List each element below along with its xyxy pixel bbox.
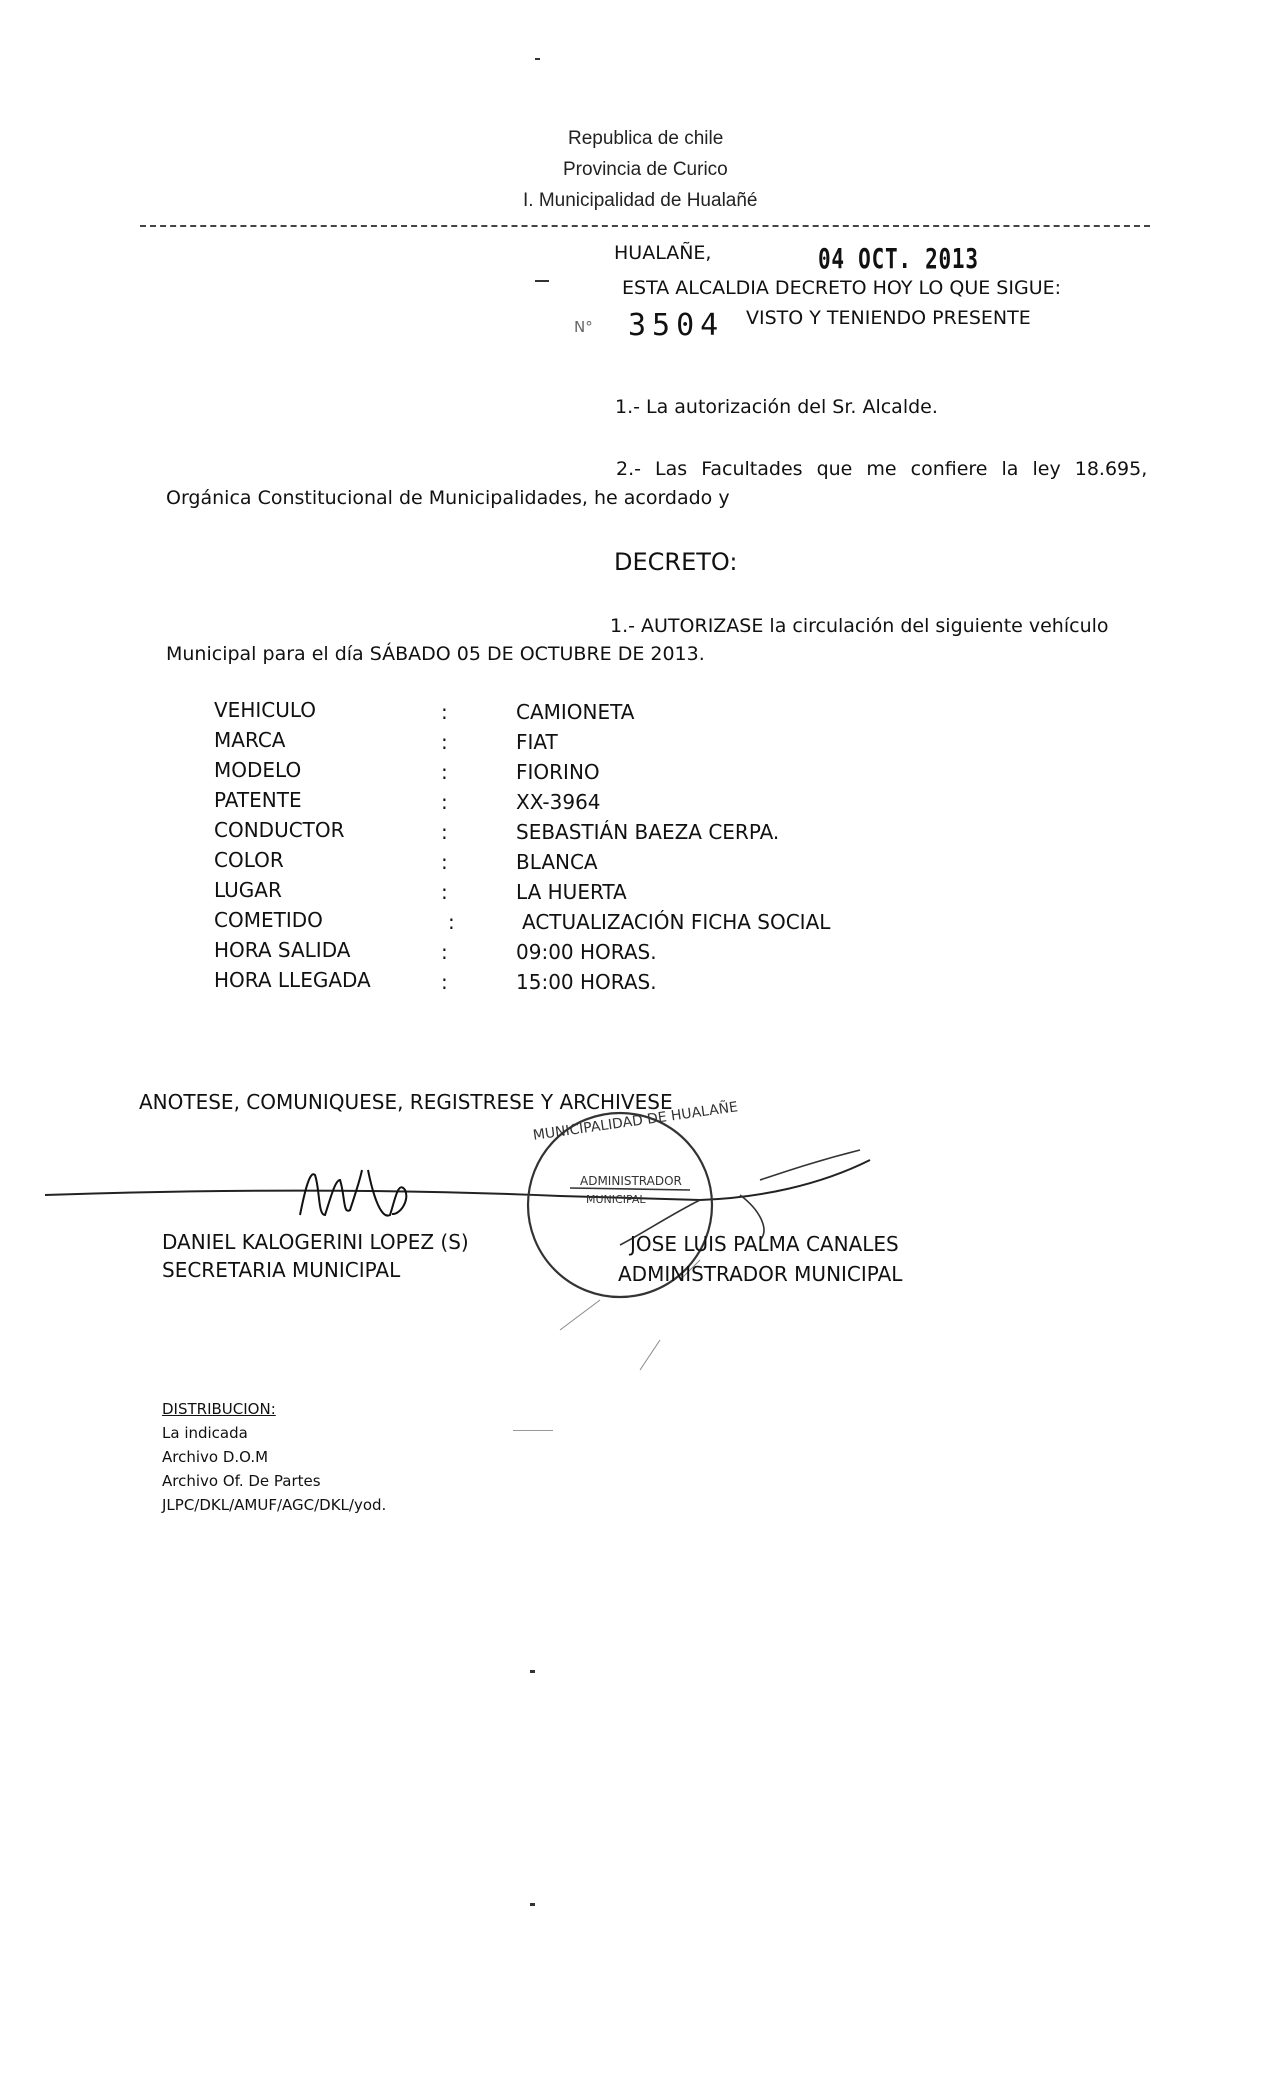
colon: :: [441, 790, 448, 814]
scan-speck: [513, 1430, 553, 1431]
color-label: COLOR: [214, 848, 284, 872]
colon: :: [441, 880, 448, 904]
considerando-2-line1: 2.- Las Facultades que me confiere la ley 18.695,: [616, 458, 1148, 480]
signature-line: [45, 1160, 870, 1200]
decreto-line-2: Municipal para el día SÁBADO 05 DE OCTUBRE DE 2013.: [166, 643, 705, 665]
colon: :: [441, 730, 448, 754]
number-prefix: N°: [574, 318, 593, 336]
colon: :: [441, 760, 448, 784]
distribucion-title: DISTRIBUCION:: [162, 1400, 276, 1418]
vehicle-value: CAMIONETA: [516, 700, 635, 724]
distribucion-item: Archivo Of. De Partes: [162, 1472, 321, 1490]
decreto-line-1: 1.- AUTORIZASE la circulación del siguiente vehículo: [610, 615, 1109, 637]
visto-line: VISTO Y TENIENDO PRESENTE: [746, 307, 1031, 329]
header-line-3: I. Municipalidad de Hualañé: [523, 190, 758, 211]
modelo-value: FIORINO: [516, 760, 600, 784]
signer-right-name: JOSE LUIS PALMA CANALES: [630, 1232, 899, 1256]
considerando-2-line2: Orgánica Constitucional de Municipalidades, he acordado y: [166, 487, 730, 509]
patente-value: XX-3964: [516, 790, 601, 814]
hora-llegada-value: 15:00 HORAS.: [516, 970, 657, 994]
colon: :: [448, 910, 455, 934]
signer-left-title: SECRETARIA MUNICIPAL: [162, 1258, 401, 1282]
stamp-center-1: ADMINISTRADOR: [580, 1174, 682, 1188]
hora-salida-value: 09:00 HORAS.: [516, 940, 657, 964]
colon: :: [441, 850, 448, 874]
intro-line: ESTA ALCALDIA DECRETO HOY LO QUE SIGUE:: [622, 277, 1062, 299]
hora-llegada-label: HORA LLEGADA: [214, 968, 371, 992]
conductor-label: CONDUCTOR: [214, 818, 345, 842]
considerando-1: 1.- La autorización del Sr. Alcalde.: [615, 396, 938, 418]
hora-salida-label: HORA SALIDA: [214, 938, 351, 962]
colon: :: [441, 970, 448, 994]
signer-left-name: DANIEL KALOGERINI LOPEZ (S): [162, 1230, 469, 1254]
colon: :: [441, 820, 448, 844]
lugar-label: LUGAR: [214, 878, 282, 902]
header-line-1: Republica de chile: [568, 128, 724, 149]
marca-label: MARCA: [214, 728, 286, 752]
lugar-value: LA HUERTA: [516, 880, 627, 904]
decreto-title: DECRETO:: [614, 548, 738, 576]
color-value: BLANCA: [516, 850, 598, 874]
scan-speck: [530, 1903, 535, 1906]
patente-label: PATENTE: [214, 788, 302, 812]
decree-number: 3504: [628, 308, 725, 343]
conductor-value: SEBASTIÁN BAEZA CERPA.: [516, 820, 780, 844]
scan-speck: [530, 1670, 535, 1673]
scan-speck: [535, 58, 540, 60]
distribucion-item: Archivo D.O.M: [162, 1448, 269, 1466]
stamp-ring-text: MUNICIPALIDAD DE HUALAÑE: [532, 1099, 739, 1144]
date-stamp: 04 OCT. 2013: [818, 242, 979, 275]
closing-line: ANOTESE, COMUNIQUESE, REGISTRESE Y ARCHIVESE: [139, 1090, 673, 1114]
distribucion-item: La indicada: [162, 1424, 248, 1442]
header-line-2: Provincia de Curico: [563, 159, 728, 180]
signer-right-title: ADMINISTRADOR MUNICIPAL: [618, 1262, 903, 1286]
stamp-center-2: MUNICIPAL: [586, 1193, 646, 1206]
distribucion-item: JLPC/DKL/AMUF/AGC/DKL/yod.: [162, 1496, 387, 1514]
colon: :: [441, 700, 448, 724]
marca-value: FIAT: [516, 730, 558, 754]
modelo-label: MODELO: [214, 758, 302, 782]
vehicle-label: VEHICULO: [214, 698, 317, 722]
colon: :: [441, 940, 448, 964]
scan-speck: [535, 280, 549, 282]
place-name: HUALAÑE,: [614, 242, 712, 264]
left-signature: [300, 1170, 406, 1216]
cometido-value: ACTUALIZACIÓN FICHA SOCIAL: [522, 910, 831, 934]
cometido-label: COMETIDO: [214, 908, 323, 932]
